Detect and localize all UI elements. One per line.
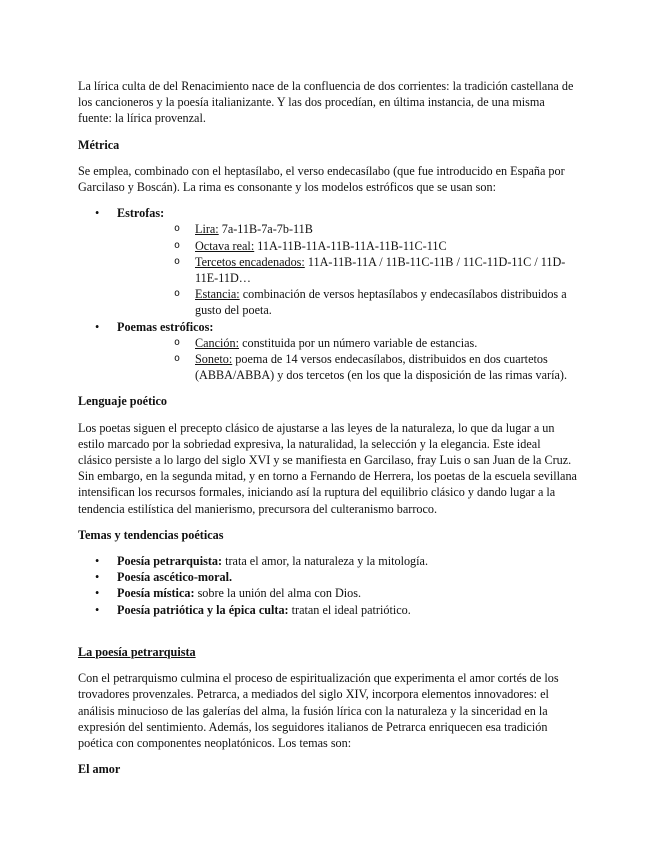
lenguaje-paragraph: Los poetas siguen el precepto clásico de ajustarse a las leyes de la naturaleza, lo que da lugar a un estilo marcado por la sobriedad expresiva, la naturalidad, la selección y la elegancia. Este ideal clásico persiste a lo largo del siglo XVI y se manifiesta en Garcilaso, fray Luis o san Juan de la Cruz. Sin embargo, en la segunda mitad, y en torno a Fernando de Herrera, los poetas de la escuela sevillana intensifican los recursos formales, iniciando así la ruptura del equilibrio clásico y dando lugar a la tendencia estilística del manierismo, precursora del culteranismo barroco.: [78, 420, 577, 516]
mistica-term: Poesía mística:: [117, 586, 195, 601]
list-item-cancion: [117, 335, 577, 351]
estancia-desc: combinación de versos heptasílabos y endecasílabos distribuidos a gusto del poeta.: [195, 287, 567, 318]
tercetos-term: Tercetos encadenados:: [195, 254, 305, 269]
list-item-tercetos: [117, 254, 577, 286]
amor-heading: El amor: [78, 762, 121, 777]
temas-bullet-list: [78, 553, 577, 618]
estrofas-sublist: [117, 221, 577, 318]
petrarquista-paragraph: Con el petrarquismo culmina el proceso de espiritualización que experimenta el amor cortés de los trovadores provenzales. Petrarca, a mediados del siglo XIV, incorpora elementos innovadores: el análisis minucioso de las galerías del alma, la fusión lírica con la naturaleza y la sinceridad en la expresión del sentimiento. Además, los seguidores italianos de Petrarca enriquecen esa tradición poética con componentes neoplatónicos. Los temas son:: [78, 671, 559, 750]
metrica-bullet-list: [78, 205, 577, 383]
patriotica-term: Poesía patriótica y la épica culta:: [117, 602, 289, 617]
list-item-ascetico: [78, 569, 577, 585]
petrarquista-desc: trata el amor, la naturaleza y la mitología.: [222, 554, 428, 569]
list-item-estrofas: [78, 205, 577, 318]
mistica-desc: sobre la unión del alma con Dios.: [194, 586, 362, 601]
poemas-sublist: [117, 335, 577, 384]
poemas-estroficos-label: Poemas estróficos:: [117, 319, 214, 334]
list-item-lira: [117, 221, 577, 237]
petrarquista-term: Poesía petrarquista:: [117, 554, 223, 569]
list-item-mistica: [78, 585, 577, 601]
list-item-poemas-estroficos: [78, 319, 577, 384]
octava-real-desc: 11A-11B-11A-11B-11A-11B-11C-11C: [254, 238, 447, 253]
petrarquista-section-heading: La poesía petrarquista: [78, 644, 196, 659]
soneto-desc: poema de 14 versos endecasílabos, distribuidos en dos cuartetos (ABBA/ABBA) y dos tercetos (en los que la disposición de las rimas varía).: [195, 352, 567, 383]
list-item-estancia: [117, 286, 577, 318]
cancion-term: Canción:: [195, 335, 240, 350]
temas-heading: Temas y tendencias poéticas: [78, 527, 224, 542]
lira-term: Lira:: [195, 222, 219, 237]
lira-desc: 7a-11B-7a-7b-11B: [218, 222, 313, 237]
intro-paragraph: La lírica culta de del Renacimiento nace de la confluencia de dos corrientes: la tradición castellana de los cancioneros y la poesía italianizante. Y las dos procedían, en última instancia, de una misma fuente: la lírica provenzal.: [78, 79, 574, 126]
lenguaje-heading: Lenguaje poético: [78, 394, 168, 409]
soneto-term: Soneto:: [195, 352, 233, 367]
list-item-petrarquista: [78, 553, 577, 569]
octava-real-term: Octava real:: [195, 238, 255, 253]
section-spacer: [78, 628, 577, 644]
estancia-term: Estancia:: [195, 287, 240, 302]
cancion-desc: constituida por un número variable de estancias.: [239, 335, 478, 350]
ascetico-term: Poesía ascético-moral.: [117, 570, 233, 585]
patriotica-desc: tratan el ideal patriótico.: [288, 602, 411, 617]
list-item-octava-real: [117, 238, 577, 254]
list-item-soneto: [117, 351, 577, 383]
list-item-patriotica: [78, 602, 577, 618]
metrica-heading: Métrica: [78, 137, 120, 152]
estrofas-label: Estrofas:: [117, 206, 165, 221]
tercetos-desc: 11A-11B-11A / 11B-11C-11B / 11C-11D-11C / 11D-11E-11D…: [195, 254, 566, 286]
metrica-paragraph: Se emplea, combinado con el heptasílabo, el verso endecasílabo (que fue introducido en España por Garcilaso y Boscán). La rima es consonante y los modelos estróficos que se usan son:: [78, 163, 565, 195]
